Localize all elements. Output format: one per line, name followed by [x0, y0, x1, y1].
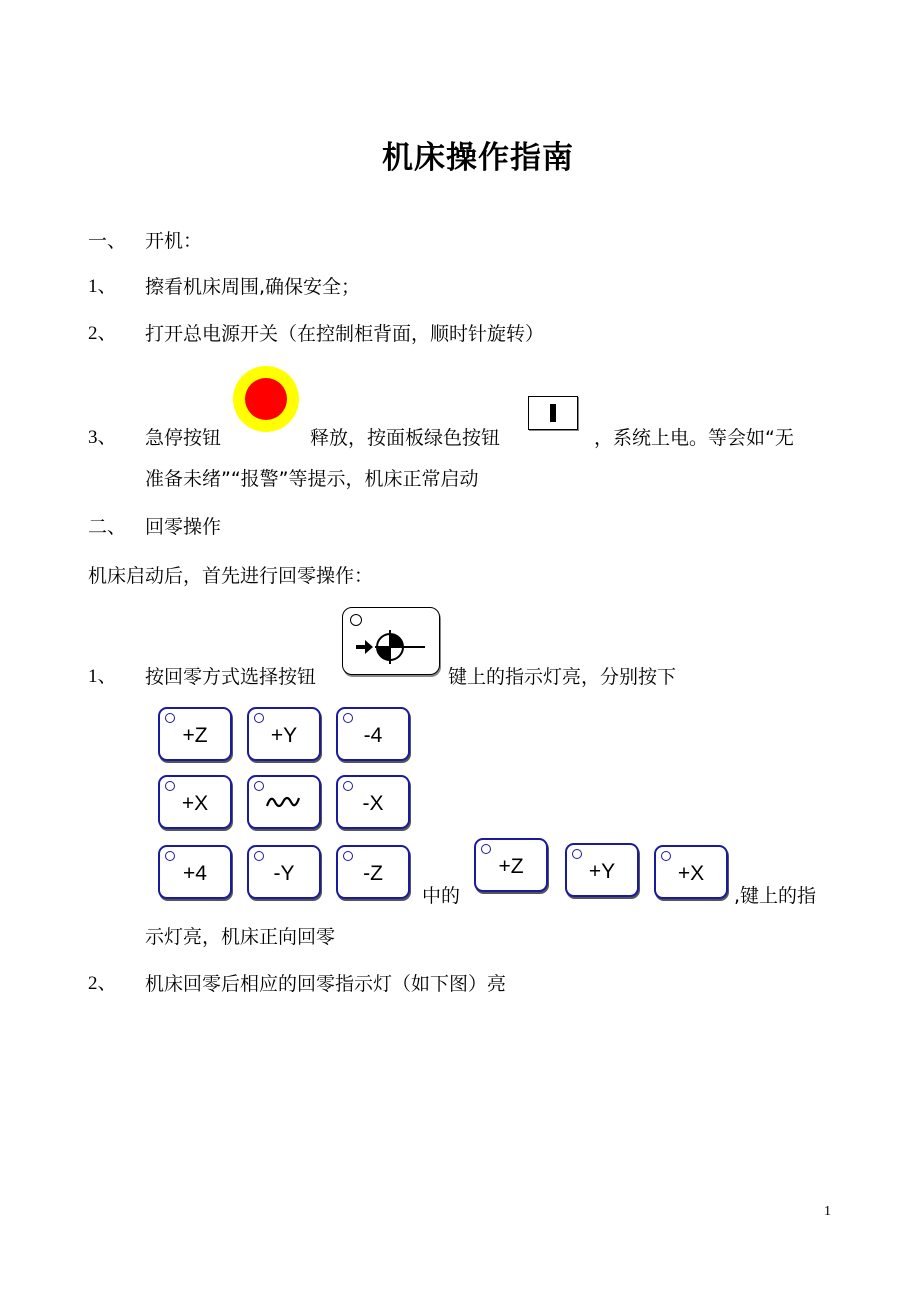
- key-label: +4: [183, 862, 207, 885]
- highlight-key-plus-y: [565, 843, 639, 897]
- home-step-1-continued: 示灯亮，机床正向回零: [145, 926, 336, 948]
- axis-key-plus-z: [158, 707, 232, 761]
- section-1-title: 开机：: [145, 230, 203, 252]
- key-indicator-light: [343, 851, 353, 861]
- item-3-number: 3、: [88, 427, 117, 448]
- key-label: +Y: [270, 724, 298, 747]
- section-2-title: 回零操作: [145, 516, 222, 538]
- key-label: -Y: [273, 862, 295, 885]
- item-2-text: 打开总电源开关（在控制柜背面，顺时针旋转）: [145, 323, 545, 345]
- axis-key-minus-z: [336, 845, 410, 899]
- key-indicator-light: [343, 781, 353, 791]
- key-label: +Z: [498, 855, 524, 878]
- section-1-number: 一、: [88, 230, 127, 252]
- key-indicator-light: [481, 844, 491, 854]
- key-label: -4: [363, 724, 383, 747]
- key-label: +Z: [182, 724, 208, 747]
- axis-key-plus-4: [158, 845, 232, 899]
- item-2-number: 2、: [88, 323, 117, 344]
- key-label: -X: [362, 792, 384, 815]
- wave-icon: [264, 790, 304, 814]
- key-indicator-light: [661, 851, 671, 861]
- key-label: +X: [677, 862, 705, 885]
- home-step-2-number: 2、: [88, 973, 117, 994]
- indicator-light: [350, 614, 362, 626]
- highlight-key-plus-z: [474, 838, 548, 892]
- home-step-1-number: 1、: [88, 666, 117, 687]
- axis-key-minus-4: [336, 707, 410, 761]
- home-mode-button: [342, 607, 440, 675]
- power-on-icon: [528, 396, 578, 430]
- item-3-text-d: 准备未绪”“报警”等提示，机床正常启动: [145, 468, 479, 490]
- item-1-number: 1、: [88, 276, 117, 297]
- key-indicator-light: [572, 849, 582, 859]
- item-3-text-b: 释放，按面板绿色按钮: [310, 427, 501, 449]
- key-indicator-light: [254, 851, 264, 861]
- key-indicator-light: [343, 713, 353, 723]
- home-step-1-text-a: 按回零方式选择按钮: [145, 666, 317, 688]
- key-label: +X: [181, 792, 209, 815]
- home-step-2-text: 机床回零后相应的回零指示灯（如下图）亮: [145, 973, 507, 995]
- key-indicator-light: [254, 781, 264, 791]
- section-2-number: 二、: [88, 516, 127, 538]
- key-label: -Z: [363, 862, 383, 885]
- home-step-1-text-b: 键上的指示灯亮，分别按下: [448, 666, 677, 688]
- highlight-key-plus-x: [654, 845, 728, 899]
- section-2-intro: 机床启动后，首先进行回零操作：: [88, 565, 374, 587]
- rapid-key: [247, 775, 321, 829]
- home-reference-icon: [353, 626, 433, 666]
- emergency-stop-center: [245, 378, 287, 420]
- power-on-bar: [550, 404, 556, 422]
- page-number: 1: [824, 1204, 831, 1219]
- home-step-1-mid: 中的: [422, 885, 461, 907]
- axis-key-minus-x: [336, 775, 410, 829]
- axis-key-plus-y: [247, 707, 321, 761]
- key-indicator-light: [254, 713, 264, 723]
- page-title: 机床操作指南: [382, 140, 574, 176]
- home-step-1-end: ,键上的指: [734, 885, 817, 907]
- item-3-text-c: ，系统上电。等会如“无: [594, 427, 794, 449]
- key-indicator-light: [165, 713, 175, 723]
- key-indicator-light: [165, 781, 175, 791]
- axis-key-minus-y: [247, 845, 321, 899]
- key-indicator-light: [165, 851, 175, 861]
- item-3-text-a: 急停按钮: [145, 427, 222, 449]
- item-1-text: 擦看机床周围,确保安全；: [145, 276, 361, 298]
- key-label: +Y: [588, 860, 616, 883]
- emergency-stop-icon: [233, 366, 299, 432]
- axis-key-plus-x: [158, 775, 232, 829]
